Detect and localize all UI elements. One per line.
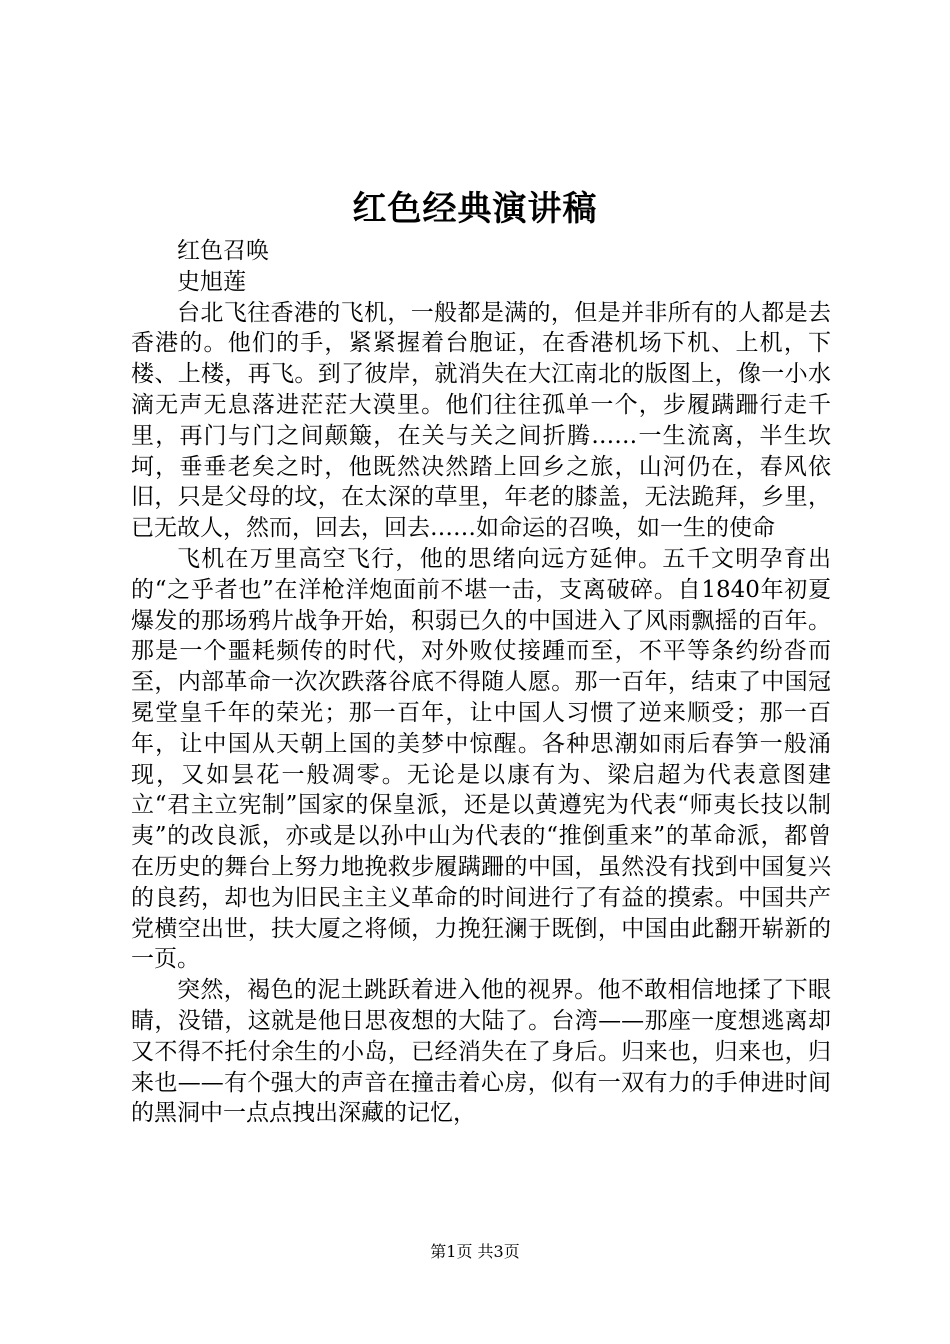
document-body xyxy=(131,236,831,1129)
paragraph-3: 突然，褐色的泥土跳跃着进入他的视界。他不敢相信地揉了下眼睛，没错，这就是他日思夜想的大陆了。台湾——那座一度想逃离却又不得不托付余生的小岛，已经消失在了身后。归来也，归来也，归来也——有个强大的声音在撞击着心房，似有一双有力的手伸进时间的黑洞中一点点拽出深藏的记忆， xyxy=(131,977,831,1127)
paragraph-2: 飞机在万里高空飞行，他的思绪向远方延伸。五千文明孕育出的“之乎者也”在洋枪洋炮面前不堪一击，支离破碎。自1840年初夏爆发的那场鸦片战争开始，积弱已久的中国进入了风雨飘摇的百年。那是一个噩耗频传的时代，对外败仗接踵而至，不平等条约纷沓而至，内部革命一次次跌落谷底不得随人愿。那一百年，结束了中国冠冕堂皇千年的荣光；那一百年，让中国人习惯了逆来顺受；那一百年，让中国从天朝上国的美梦中惊醒。各种思潮如雨后春笋一般涌现，又如昙花一般凋零。无论是以康有为、梁启超为代表意图建立“君主立宪制”国家的保皇派，还是以黄遵宪为代表“师夷长技以制夷”的改良派，亦或是以孙中山为代表的“推倒重来”的革命派，都曾在历史的舞台上努力地挽救步履蹒跚的中国，虽然没有找到中国复兴的良药，却也为旧民主主义革命的时间进行了有益的摸索。中国共产党横空出世，扶大厦之将倾，力挽狂澜于既倒，中国由此翻开崭新的一页。 xyxy=(131,545,831,973)
page-footer: 第1页 共3页 xyxy=(430,1242,520,1261)
page-title: 红色经典演讲稿 xyxy=(352,189,598,229)
paragraph-1: 台北飞往香港的飞机，一般都是满的，但是并非所有的人都是去香港的。他们的手，紧紧握着台胞证，在香港机场下机、上机，下楼、上楼，再飞。到了彼岸，就消失在大江南北的版图上，像一小水滴无声无息落进茫茫大漠里。他们往往孤单一个，步履蹒跚行走千里，再门与门之间颠簸，在关与关之间折腾……一生流离，半生坎坷，垂垂老矣之时，他既然决然踏上回乡之旅，山河仍在，春风依旧，只是父母的坟，在太深的草里，年老的膝盖，无法跪拜，乡里，已无故人，然而，回去，回去……如命运的召唤，如一生的使命 xyxy=(131,299,831,542)
document-subtitle: 红色召唤 xyxy=(177,238,269,264)
document-author: 史旭莲 xyxy=(177,268,246,295)
